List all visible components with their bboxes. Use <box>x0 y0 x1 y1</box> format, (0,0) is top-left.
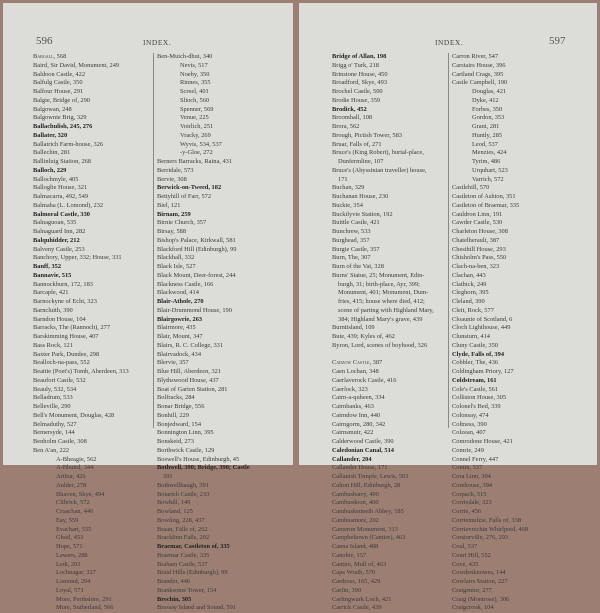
index-entry: Corstorville, 276, 293 <box>452 534 509 542</box>
index-entry: Ballochmyle, 405 <box>33 175 79 183</box>
index-entry: Cairnbanks, 463 <box>332 403 374 410</box>
index-entry: 171 <box>338 175 348 183</box>
index-entry: Balfulg Castle, 350 <box>33 79 83 87</box>
index-entry: Dunfermline, 107 <box>338 158 384 165</box>
index-entry: Balnaguoan, 535 <box>33 219 77 227</box>
index-entry: Cawder Castle, 530 <box>452 219 503 227</box>
index-entry: Venue, 225 <box>180 114 209 122</box>
index-entry: Buckie, 354 <box>332 201 363 209</box>
index-entry: Blue Hill, Aberdeen, 321 <box>157 368 222 375</box>
index-entry: Braemar, Castleton of, 335 <box>157 543 230 550</box>
index-entry: Cole's Castle, 561 <box>452 385 499 393</box>
index-entry: Aulder, 278 <box>56 481 87 489</box>
index-entry: Bonar Bridge, 556 <box>157 403 205 410</box>
index-entry: Voirlich, 251 <box>180 123 214 130</box>
index-entry: Banff, 352 <box>33 263 62 270</box>
index-entry: Birsay, 588 <box>157 228 187 235</box>
index-entry: Cadzow Castle, 387 <box>332 359 383 367</box>
index-entry: Bell's Monument, Douglas, 428 <box>33 411 115 419</box>
index-entry: Tyrim, 486 <box>472 158 501 165</box>
index-entry: Branksome Tower, 154 <box>157 586 217 594</box>
index-entry: Benholm Castle, 308 <box>33 438 87 445</box>
index-entry: Cairnsmuir, 422 <box>332 429 374 437</box>
index-entry: Barracks, The (Rannoch), 277 <box>33 324 111 332</box>
index-entry: Castlehill, 570 <box>452 184 490 192</box>
index-entry: Berwick-on-Tweed, 182 <box>157 184 222 192</box>
index-entry: Coldingham Priory, 127 <box>452 368 514 375</box>
index-entry: Cambusbarry, 490 <box>332 490 379 498</box>
index-entry: Bowland, 125 <box>157 508 193 515</box>
index-entry: Castleton of Ashton, 351 <box>452 193 516 200</box>
index-entry: Blythswood House, 437 <box>157 376 219 384</box>
index-entry: Ballatrich Farm-house, 326 <box>33 140 104 148</box>
index-entry: Blairgowrie, 263 <box>157 315 203 323</box>
index-column-2 <box>452 53 528 613</box>
index-entry: Contin, 537 <box>452 464 483 472</box>
index-entry: Connel Ferry, 447 <box>452 455 499 463</box>
index-entry: Charleton House, 308 <box>452 228 508 235</box>
index-entry: Cloch Lighthouse, 449 <box>452 324 511 332</box>
index-entry: More, Sutherland, 566 <box>56 604 114 612</box>
index-entry: Brora, 562 <box>332 123 360 130</box>
index-entry: Colonsay, 474 <box>452 411 489 419</box>
index-entry: Bonskeid, 273 <box>157 438 194 445</box>
index-entry: Broomhall, 108 <box>332 114 373 122</box>
index-entry: Lochnagar, 327 <box>56 569 96 577</box>
index-entry: Hope, 571 <box>56 543 83 550</box>
index-entry: Court Hill, 552 <box>452 551 491 559</box>
index-entry: Bowhill, 149 <box>157 499 191 507</box>
index-entry: Cantire, Mull of, 463 <box>332 560 387 568</box>
index-entry: Cairndow Inn, 440 <box>332 411 381 419</box>
index-entry: Craigentor, 277 <box>452 586 492 594</box>
index-entry: Blairmore, 435 <box>157 324 196 332</box>
index-entry: Bealloch-na-pass, 552 <box>33 359 90 367</box>
index-entry: Corriemulzie, Falls of, 338 <box>452 516 522 524</box>
index-entry <box>332 351 434 360</box>
index-column-1 <box>332 53 434 613</box>
index-entry: Brodie House, 359 <box>332 96 381 104</box>
index-entry: Braid Hills (Edinburgh), 99 <box>157 569 228 577</box>
page-number: 597 <box>549 35 566 47</box>
index-entry: Cowlairs Station, 227 <box>452 578 508 585</box>
index-entry: Ben A'an, 222 <box>33 446 70 454</box>
index-entry: Banchory, Upper, 332; House, 331 <box>33 254 122 262</box>
index-entry: Balveny Castle, 253 <box>33 245 85 253</box>
index-entry: Huntly, 285 <box>472 131 503 139</box>
index-entry: burgh, 31; birth-place, Ayr, 399; <box>338 280 420 288</box>
index-entry: Barcaple, 421 <box>33 289 69 297</box>
index-entry: Balmaha (L. Lomond), 232 <box>33 201 104 209</box>
index-entry: Barncluith, 390 <box>33 306 73 314</box>
index-entry: Canobie, 157 <box>332 551 367 559</box>
index-entry: Brander, 446 <box>157 578 191 585</box>
index-entry: Balmacarra, 492, 549 <box>33 193 89 200</box>
index-entry: Eay, 559 <box>56 516 79 524</box>
index-entry: Carron River, 547 <box>452 53 499 60</box>
index-entry: Nevis, 517 <box>180 61 208 69</box>
index-entry: Brochel Castle, 500 <box>332 88 383 95</box>
index-entry: Colliston House, 305 <box>452 394 507 402</box>
index-entry: More, Perthshire, 291 <box>56 595 112 603</box>
index-entry: Biel, 121 <box>157 201 181 209</box>
index-entry: Arthur, 426 <box>56 473 86 480</box>
index-entry: Loyal, 571 <box>56 586 84 594</box>
index-entry: Cora Linn, 394 <box>452 473 491 480</box>
running-head: INDEX. <box>435 38 464 47</box>
index-column-2 <box>157 53 250 613</box>
index-entry: Rinnes, 355 <box>180 79 211 87</box>
index-entry: Blackhall, 332 <box>157 254 195 262</box>
index-entry: Balloglie House, 321 <box>33 184 88 192</box>
index-entry: Bunchrew, 533 <box>332 228 371 235</box>
index-entry: A-Bhuird, 344 <box>56 464 94 472</box>
index-entry: Bishop's Palace, Kirkwall, 581 <box>157 236 236 244</box>
left-page <box>3 3 293 612</box>
index-entry: Urquhart, 523 <box>472 166 508 174</box>
index-entry: Chesthill House, 293 <box>452 245 506 253</box>
index-entry: Babgall, 568 <box>33 53 67 60</box>
index-entry: Bass Rock, 121 <box>33 341 73 349</box>
index-entry: Burntisland, 109 <box>332 324 375 332</box>
index-entry: Ballachulish, 245, 276 <box>33 123 93 130</box>
index-entry: Corrie, 456 <box>452 508 482 515</box>
index-entry: Cleland, 390 <box>452 298 485 305</box>
index-entry: Barskimming House, 407 <box>33 333 99 340</box>
index-entry: Menzies, 424 <box>472 149 507 157</box>
index-entry: Burn, The, 307 <box>332 254 371 262</box>
index-entry: Clathick, 249 <box>452 280 487 288</box>
index-entry: Blair, Mount, 347 <box>157 333 203 340</box>
index-entry: Colonel's Bed, 339 <box>452 403 501 410</box>
index-entry: Bemersyde, 144 <box>33 429 75 437</box>
index-entry: Boat of Garten Station, 281 <box>157 385 228 393</box>
index-entry: Forbes, 350 <box>472 105 503 113</box>
index-entry: Chatelherault, 387 <box>452 236 500 244</box>
index-entry: Cleit, Rock, 577 <box>452 306 494 314</box>
index-entry: Byron, Lord, scenes of boyhood, 326 <box>332 341 428 349</box>
index-entry: 384; Highland Mary's grave, 439 <box>338 315 423 323</box>
index-entry: Cluny Castle, 350 <box>452 341 498 349</box>
index-entry: Cove, 435 <box>452 560 479 568</box>
index-entry: Canna Island, 488 <box>332 543 379 550</box>
index-entry: Ben-Muich-dhui, 340 <box>157 53 213 60</box>
index-entry: Lomond, 294 <box>56 578 91 585</box>
index-entry: Castleton of Braemar, 335 <box>452 201 520 209</box>
index-entry: Bracklinn Falls, 202 <box>157 534 210 542</box>
index-entry: Brechin, 305 <box>157 595 192 603</box>
index-entry: Cartland Crags, 395 <box>452 70 504 78</box>
index-entry: Varrich, 572 <box>472 175 504 183</box>
index-entry: Bolfracks, 284 <box>157 394 195 402</box>
index-entry: Slioch, 560 <box>180 96 210 104</box>
index-entry: Black Mount, Deer-forest, 244 <box>157 271 236 279</box>
index-entry: Balgowan, 248 <box>33 105 72 113</box>
index-entry: Balquhidder, 212 <box>33 236 80 244</box>
index-entry: Coldstream, 161 <box>452 376 497 384</box>
index-entry: Calton Hill, Edinburgh, 28 <box>332 481 401 489</box>
index-entry: Bhaven, Skye, 494 <box>56 490 105 498</box>
index-entry: Beaufort Castle, 532 <box>33 376 86 384</box>
index-entry: Corpach, 515 <box>452 490 487 498</box>
index-entry: fries, 415; house where died, 412; <box>338 298 425 305</box>
index-entry: Bonnington Linn, 395 <box>157 429 214 437</box>
index-entry: Monument, 401; Monument, Dum- <box>338 289 429 297</box>
index-entry: Cambusdoon, 400 <box>332 499 379 507</box>
index-entry: Douglas, 421 <box>472 88 507 95</box>
index-entry: Braan, Falls of, 262 <box>157 525 208 533</box>
index-column-1 <box>33 53 129 613</box>
index-entry: Carrick Castle, 439 <box>332 604 382 612</box>
column-divider <box>153 53 154 428</box>
index-entry: Burghead, 357 <box>332 236 370 244</box>
column-divider <box>448 53 449 428</box>
index-entry: Blair-Athole, 270 <box>157 298 204 305</box>
index-entry: Ledi, 203 <box>56 560 81 568</box>
index-entry: Brinstone House, 450 <box>332 70 388 78</box>
index-entry: Cairngorm, 280, 342 <box>332 420 386 428</box>
index-entry: Castle Campbell, 190 <box>452 79 508 87</box>
index-entry: Bothwell, 390; Bridge, 390; Castle <box>157 464 250 472</box>
index-entry: Balgownie Brig, 329 <box>33 114 87 122</box>
running-head: INDEX. <box>143 38 172 47</box>
index-entry: Boswell's House, Edinburgh, 45 <box>157 455 240 463</box>
index-entry: Corrievrechin Whirlpool, 468 <box>452 525 529 533</box>
index-entry: Comrodone House, 421 <box>452 438 513 445</box>
index-entry: Caen Lochan, 348 <box>332 368 379 375</box>
index-entry: Bannavie, 515 <box>33 271 72 279</box>
page-number: 596 <box>36 35 53 47</box>
index-entry: Burgie Castle, 357 <box>332 245 380 253</box>
index-entry: Beauly, 532, 534 <box>33 385 77 393</box>
index-entry: Leod, 537 <box>472 140 498 148</box>
index-entry: Buchan, 329 <box>332 184 365 192</box>
index-entry: Callander House, 171 <box>332 464 388 472</box>
index-entry: Ballater, 320 <box>33 131 68 139</box>
index-entry: Buckilyvie Station, 192 <box>332 210 393 218</box>
index-entry: Bressay Island and Sound, 591 <box>157 604 236 612</box>
index-entry: Blairvadock, 434 <box>157 350 202 358</box>
index-entry: Baird, Sir David, Monument, 249 <box>33 61 120 69</box>
index-entry: Blackness Castle, 166 <box>157 280 214 288</box>
index-entry: Burn of the Vat, 328 <box>332 263 384 270</box>
index-entry: Balfour House, 291 <box>33 88 84 95</box>
index-entry: Craigcrook, 104 <box>452 604 494 612</box>
index-entry: Cowdenknowes, 144 <box>452 569 506 577</box>
index-entry: Belladrum, 533 <box>33 394 73 402</box>
index-entry: Bervie, 308 <box>157 175 187 183</box>
index-entry: Ballechin, 281 <box>33 149 71 157</box>
index-entry: Balgie, Bridge of, 290 <box>33 96 90 104</box>
index-entry: Barndon House, 104 <box>33 315 86 323</box>
index-entry: Clibrick, 572 <box>56 499 90 507</box>
index-entry: Caerlaverock Castle, 416 <box>332 376 397 384</box>
index-entry: Cruachan, 446 <box>56 508 94 515</box>
index-entry: Cleghorn, 395 <box>452 289 489 297</box>
index-entry: Carstairs House, 396 <box>452 61 506 69</box>
index-entry: Bonjedward, 154 <box>157 420 202 428</box>
index-entry: Corehouse, 394 <box>452 481 493 489</box>
index-entry: Beattie (Poet's) Tomb, Aberdeen, 313 <box>33 368 129 375</box>
index-entry: Bowling, 228, 437 <box>157 516 205 524</box>
index-entry: Brough, Pictish Tower, 583 <box>332 131 403 139</box>
index-entry: Dyke, 412 <box>472 96 499 104</box>
index-entry: Clachan, 443 <box>452 271 486 279</box>
index-entry: Grant, 281 <box>472 123 500 130</box>
index-entry: Clyde, Falls of, 394 <box>452 350 505 358</box>
index-entry: Coul, 537 <box>452 543 478 550</box>
index-entry: Burns' Statue, 25; Monument, Edin- <box>332 271 425 279</box>
index-entry: Bannockburn, 172, 183 <box>33 280 93 288</box>
index-entry: Brodick, 452 <box>332 105 367 113</box>
index-entry: Bruar, Falls of, 271 <box>332 140 382 148</box>
index-entry: Bettyhill of Farr, 572 <box>157 193 212 200</box>
index-entry: Ballinluig Station, 268 <box>33 158 92 165</box>
index-entry: Cauldron Linn, 191 <box>452 210 503 218</box>
index-entry: Callanish Temple, Lewis, 503 <box>332 473 409 480</box>
index-entry: Birnam, 259 <box>157 210 191 218</box>
index-entry: Bridge of Allan, 198 <box>332 53 387 60</box>
index-entry: Baldoon Castle, 422 <box>33 70 86 78</box>
index-entry: Carlingwark Loch, 421 <box>332 595 392 603</box>
index-entry: Bonhill, 229 <box>157 411 189 419</box>
index-entry: Blair-Drummond House, 190 <box>157 306 232 314</box>
index-entry: Balloch, 229 <box>33 166 67 174</box>
index-entry: Cambusmore, 202 <box>332 516 379 524</box>
index-entry: Blairs, R. C. College, 331 <box>157 341 224 349</box>
index-entry: Black Isle, 527 <box>157 263 196 270</box>
index-entry: Berridale, 573 <box>157 166 194 174</box>
index-entry: Ghoil, 453 <box>56 534 84 542</box>
index-entry: Coltness, 390 <box>452 420 487 428</box>
index-entry: Campbeltown (Cantire), 463 <box>332 534 406 542</box>
index-entry: A-Bheagie, 562 <box>56 455 97 463</box>
index-entry: Botarich Castle, 233 <box>157 490 210 498</box>
index-entry: Broadford, Skye, 493 <box>332 79 388 87</box>
index-entry: Evachart, 555 <box>56 525 92 533</box>
index-entry: Noeby, 350 <box>180 70 210 78</box>
index-entry: Blackford Hill (Edinburgh), 99 <box>157 245 237 253</box>
index-entry: Clach-na-ben, 323 <box>452 263 500 270</box>
index-entry: Cobbler, The, 436 <box>452 359 499 367</box>
index-entry: Cambuskenneth Abbey, 185 <box>332 508 404 515</box>
index-entry: Borthwick Castle, 129 <box>157 446 215 454</box>
index-entry: Craig (Montrose), 306 <box>452 595 510 603</box>
index-entry: Buittle Castle, 421 <box>332 219 380 227</box>
right-page <box>299 3 597 612</box>
index-entry: Colzean, 407 <box>452 429 486 437</box>
index-entry: Cape Wrath, 570 <box>332 569 376 577</box>
index-entry: Bute, 439; Kyles of, 462 <box>332 333 395 340</box>
index-entry: Cloaunie of Scotland, 6 <box>452 315 513 323</box>
index-entry: Brigg o' Turk, 218 <box>332 61 379 69</box>
index-entry: Caerlock, 323 <box>332 385 368 393</box>
index-entry: Corriedale, 323 <box>452 499 492 507</box>
index-entry: Carfin, 390 <box>332 586 362 594</box>
index-entry: Vracky, 269 <box>180 131 211 139</box>
index-entry: Bothwellhaugh, 391 <box>157 481 209 489</box>
index-entry: Birnie Church, 357 <box>157 219 207 227</box>
index-entry: Clunsturn, 414 <box>452 333 490 340</box>
index-entry: Blackwood, 414 <box>157 289 199 297</box>
index-entry: -y-Gloe, 272 <box>180 149 213 157</box>
index-entry: Calderwood Castle, 390 <box>332 438 394 445</box>
index-entry: Cairn-a-quheen, 334 <box>332 394 385 402</box>
index-entry: Lawers, 288 <box>56 551 88 559</box>
index-entry: Balmoral Castle, 330 <box>33 210 90 218</box>
index-entry: Callander, 204 <box>332 455 372 463</box>
index-entry: Braemar Castle, 335 <box>157 551 210 559</box>
index-entry: Cardross, 165, 429 <box>332 578 381 585</box>
index-entry: Belmaduthy, 527 <box>33 420 77 428</box>
index-entry: Braham Castle, 537 <box>157 560 208 568</box>
index-entry: Belleville, 290 <box>33 403 71 410</box>
index-entry: Caledonian Canal, 514 <box>332 446 394 454</box>
index-entry: Buchanan House, 230 <box>332 193 389 200</box>
index-entry: Comrie, 249 <box>452 446 484 454</box>
index-entry: Bruce's (King Robert), burial-place, <box>332 149 424 157</box>
index-entry: Balnaguard Inn, 282 <box>33 228 86 235</box>
index-entry: Spenner, 569 <box>180 105 214 113</box>
index-entry: Bruce's (Abyssinian traveller) house, <box>332 166 427 174</box>
index-entry: Cameron Monument, 313 <box>332 525 398 533</box>
index-entry: Berners Barracks, Raina, 431 <box>157 158 233 165</box>
index-entry: Screel, 401 <box>180 88 209 95</box>
index-entry: scene of parting with Highland Mary, <box>338 306 434 314</box>
index-entry: Baxter Park, Dundee, 298 <box>33 350 100 358</box>
index-entry: Blervie, 357 <box>157 359 189 367</box>
index-entry: Gordon, 353 <box>472 114 505 122</box>
index-entry: Barnockyne of Echt, 323 <box>33 298 97 305</box>
index-entry: Chisholm's Pass, 550 <box>452 254 507 262</box>
index-entry: Wyvis, 534, 537 <box>180 140 222 148</box>
index-entry: 391 <box>163 473 173 480</box>
